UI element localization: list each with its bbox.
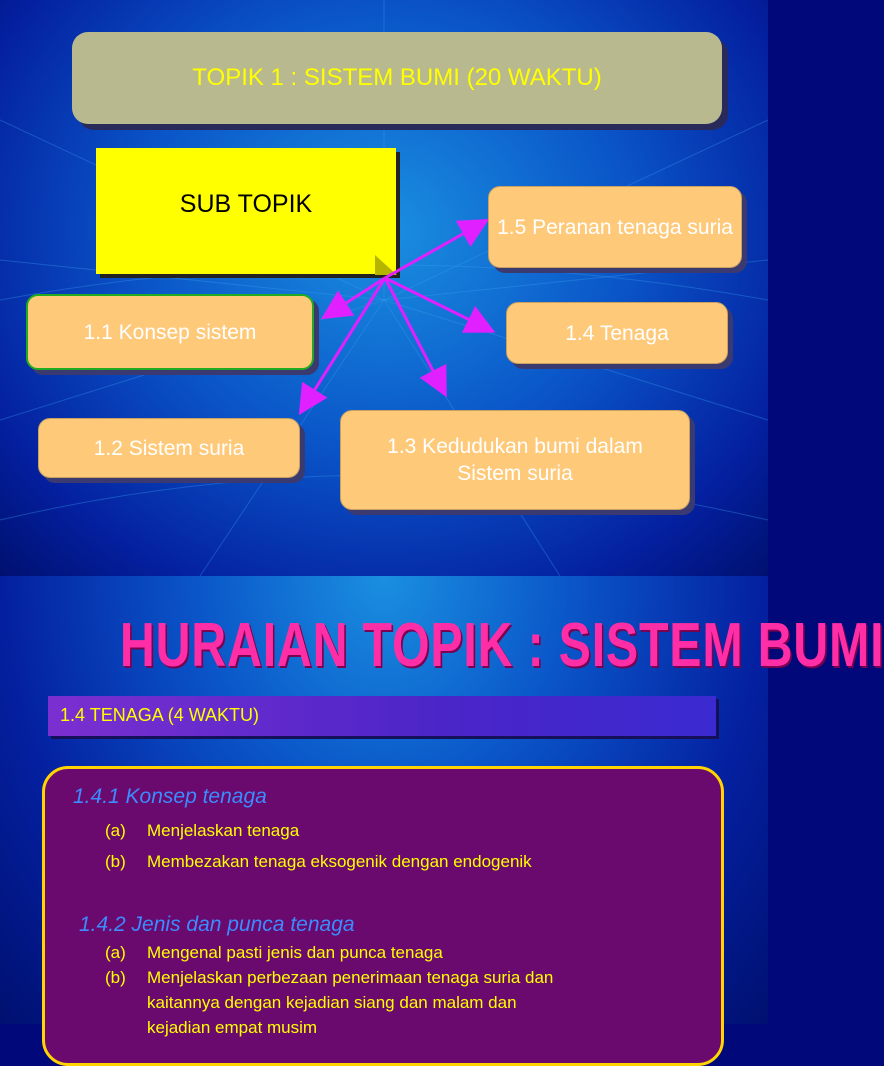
arrow-to-1-4	[385, 278, 490, 330]
list-item	[105, 966, 553, 989]
item-text: kejadian empat musim	[147, 1018, 318, 1037]
item-text: Menjelaskan tenaga	[147, 821, 300, 840]
item-key: (b)	[105, 852, 126, 871]
section-heading-bar	[48, 696, 716, 736]
topic-1-5	[488, 186, 742, 268]
item-text: Membezakan tenaga eksogenik dengan endogenik	[147, 852, 532, 871]
topic-1-4	[506, 302, 728, 364]
topic-1-3	[340, 410, 690, 510]
slide-1	[0, 0, 768, 576]
topic-title: TOPIK 1 : SISTEM BUMI (20 WAKTU)	[192, 64, 602, 91]
topic-1-2	[38, 418, 300, 478]
sub-topik-label: SUB TOPIK	[179, 190, 313, 218]
arrow-to-1-3	[385, 278, 444, 392]
topic-1-2-label: 1.2 Sistem suria	[93, 436, 245, 460]
arrow-to-1-5	[385, 222, 484, 278]
subheading-1-4-1: 1.4.1 Konsep tenaga	[73, 785, 267, 808]
item-text: Mengenal pasti jenis dan punca tenaga	[147, 943, 443, 962]
arrow-to-1-2	[302, 278, 385, 410]
topic-1-1	[26, 294, 314, 370]
item-text: kaitannya dengan kejadian siang dan malam dan	[147, 993, 517, 1012]
list-item	[105, 941, 443, 964]
list-item	[105, 1016, 317, 1039]
topic-1-1-label: 1.1 Konsep sistem	[83, 320, 257, 344]
huraian-topik-banner: HURAIAN TOPIK : SISTEM BUMI	[119, 611, 884, 680]
item-key: (b)	[105, 968, 126, 987]
topic-1-3-label: 1.3 Kedudukan bumi dalam Sistem suria	[387, 435, 643, 485]
list-item	[105, 991, 517, 1014]
arrow-to-1-1	[326, 278, 385, 316]
item-text: Menjelaskan perbezaan penerimaan tenaga suria dan	[147, 968, 554, 987]
topic-1-5-label: 1.5 Peranan tenaga suria	[497, 215, 733, 239]
topic-1-4-label: 1.4 Tenaga	[565, 321, 669, 345]
content-box	[42, 766, 724, 1066]
section-heading: 1.4 TENAGA (4 WAKTU)	[60, 705, 260, 725]
subheading-1-4-2: 1.4.2 Jenis dan punca tenaga	[79, 913, 355, 936]
list-item	[105, 850, 532, 873]
list-item	[105, 819, 299, 842]
item-key: (a)	[105, 821, 126, 840]
item-key: (a)	[105, 943, 126, 962]
